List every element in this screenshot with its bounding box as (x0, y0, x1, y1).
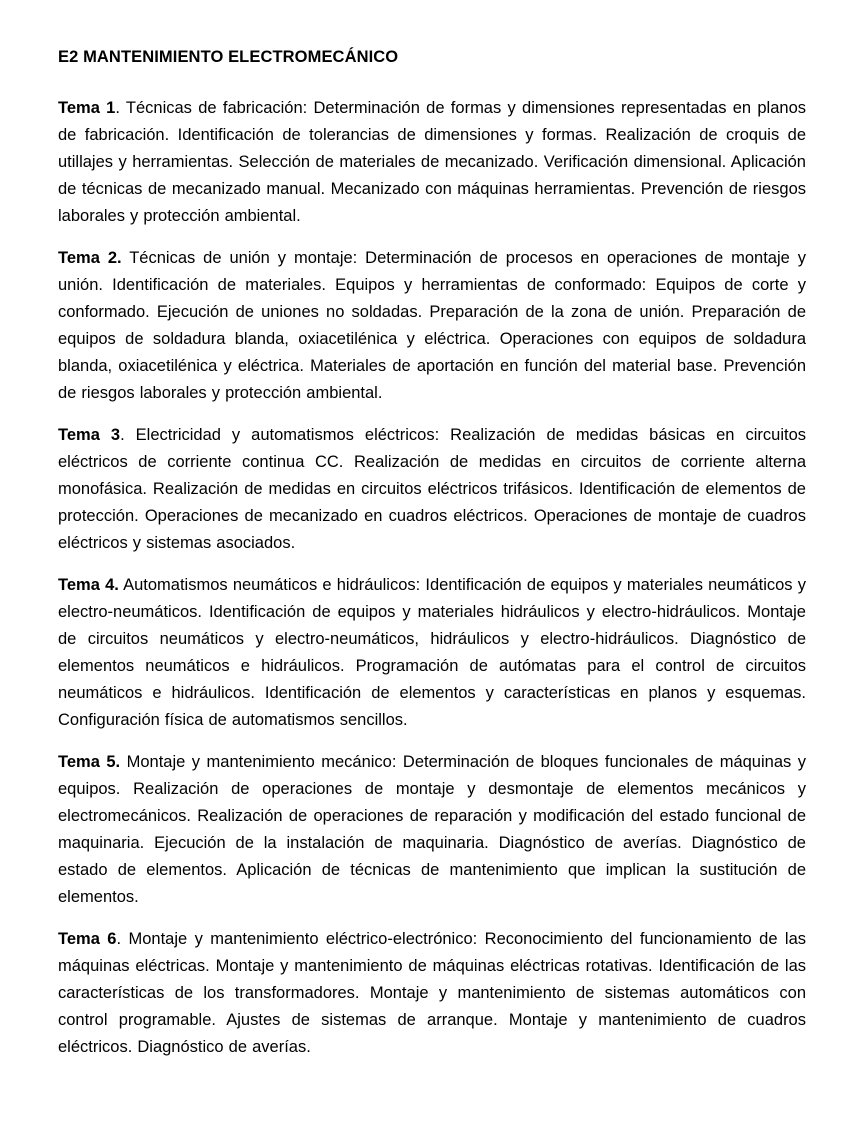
topic-6-text: . Montaje y mantenimiento eléctrico-electrónico: Reconocimiento del funcionamiento de las máquinas eléctricas. Montaje y mantenimiento de máquinas eléctricas rotativas. Identificación de las características de los transformadores. Montaje y mantenimiento de sistemas automáticos con control programable. Ajustes de sistemas de arranque. Montaje y mantenimiento de cuadros eléctricos. Diagnóstico de averías. (58, 930, 807, 1056)
document-title: E2 MANTENIMIENTO ELECTROMECÁNICO (58, 48, 399, 66)
topic-4-text: Automatismos neumáticos e hidráulicos: Identificación de equipos y materiales neumáticos y electro-neumáticos. Identificación de equipos y materiales hidráulicos y electro-hidráulicos. Montaje de circuitos neumáticos y electro-neumáticos, hidráulicos y electro-hidráulicos. Diagnóstico de elementos neumáticos e hidráulicos. Programación de autómatas para el control de circuitos neumáticos e hidráulicos. Identificación de elementos y características en planos y esquemas. Configuración física de automatismos sencillos. (58, 576, 806, 729)
topic-1-text: . Técnicas de fabricación: Determinación de formas y dimensiones representadas en planos de fabricación. Identificación de tolerancias de dimensiones y formas. Realización de croquis de utillajes y herramientas. Selección de materiales de mecanizado. Verificación dimensional. Aplicación de técnicas de mecanizado manual. Mecanizado con máquinas herramientas. Prevención de riesgos laborales y protección ambiental. (58, 99, 806, 225)
topic-paragraph-3 (58, 422, 806, 557)
topic-2-label: Tema 2. (58, 249, 122, 267)
topic-1-label: Tema 1 (58, 99, 116, 117)
topic-2-text: Técnicas de unión y montaje: Determinación de procesos en operaciones de montaje y unión. Identificación de materiales. Equipos y herramientas de conformado: Equipos de corte y conformado. Ejecución de uniones no soldadas. Preparación de la zona de unión. Preparación de equipos de soldadura blanda, oxiacetilénica y eléctrica. Operaciones con equipos de soldadura blanda, oxiacetilénica y eléctrica. Materiales de aportación en función del material base. Prevención de riesgos laborales y protección ambiental. (58, 249, 806, 402)
topic-paragraph-4 (58, 572, 806, 734)
topic-6-label: Tema 6 (58, 930, 117, 948)
topic-paragraph-2 (58, 245, 806, 407)
topic-3-label: Tema 3 (58, 426, 121, 444)
topic-paragraph-6 (58, 926, 806, 1061)
topic-5-label: Tema 5. (58, 753, 121, 771)
topic-paragraph-5 (58, 749, 806, 911)
topic-paragraph-1 (58, 95, 806, 230)
topic-5-text: Montaje y mantenimiento mecánico: Determinación de bloques funcionales de máquinas y equipos. Realización de operaciones de montaje y desmontaje de elementos mecánicos y electromecánicos. Realización de operaciones de reparación y modificación del estado funcional de maquinaria. Ejecución de la instalación de maquinaria. Diagnóstico de averías. Diagnóstico de estado de elementos. Aplicación de técnicas de mantenimiento que implican la sustitución de elementos. (58, 753, 806, 906)
topic-3-text: . Electricidad y automatismos eléctricos: Realización de medidas básicas en circuitos eléctricos de corriente continua CC. Realización de medidas en circuitos de corriente alterna monofásica. Realización de medidas en circuitos eléctricos trifásicos. Identificación de elementos de protección. Operaciones de mecanizado en cuadros eléctricos. Operaciones de montaje de cuadros eléctricos y sistemas asociados. (58, 426, 806, 552)
topic-4-label: Tema 4. (58, 576, 119, 594)
